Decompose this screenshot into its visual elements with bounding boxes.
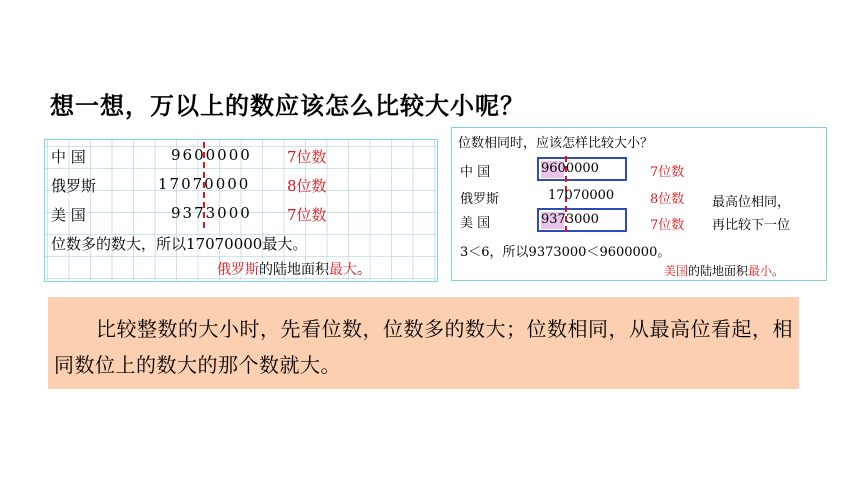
result-period: 。 [357,262,371,278]
left-comparison-panel [44,139,438,282]
right-comparison-panel [451,127,827,281]
result-emphasis: 最小 [748,264,773,278]
question-heading: 想一想，万以上的数应该怎么比较大小呢？ [50,92,525,120]
area-number: 9600000 [171,146,252,164]
digit-count: 7位数 [650,218,685,233]
country-label: 美 国 [460,216,491,231]
result-line [664,262,784,279]
result-middle: 的陆地面积 [688,264,749,278]
area-number: 17070000 [548,188,615,203]
result-country: 美国 [664,264,689,278]
conclusion-text: 位数多的数大，所以17070000最大。 [51,235,308,253]
area-number: 17070000 [158,175,251,193]
country-label: 俄罗斯 [51,177,97,195]
result-emphasis: 最大 [329,262,357,278]
note-line: 再比较下一位 [712,218,791,233]
result-line [217,259,371,279]
panel-title: 位数相同时，应该怎样比较大小？ [458,136,654,151]
result-middle: 的陆地面积 [259,262,329,278]
summary-box [48,297,799,389]
result-country: 俄罗斯 [217,262,259,278]
digit-count: 7位数 [287,206,327,224]
comparison-text: 3＜6，所以9373000＜9600000。 [460,245,671,260]
digit-count: 7位数 [287,148,327,166]
digit-count: 8位数 [287,177,327,195]
result-period: 。 [772,264,785,278]
note-line: 最高位相同， [712,195,791,210]
area-number: 9373000 [171,204,252,222]
summary-text: 比较整数的大小时，先看位数，位数多的数大；位数相同，从最高位看起，相同数位上的数大的那个数就大。 [54,317,793,377]
country-label: 中 国 [460,165,491,180]
area-number: 9600000 [541,161,599,176]
country-label: 中 国 [51,148,86,166]
area-number: 9373000 [541,212,599,227]
country-label: 俄罗斯 [460,192,500,207]
digit-count: 8位数 [650,192,685,207]
country-label: 美 国 [51,206,86,224]
digit-count: 7位数 [650,165,685,180]
